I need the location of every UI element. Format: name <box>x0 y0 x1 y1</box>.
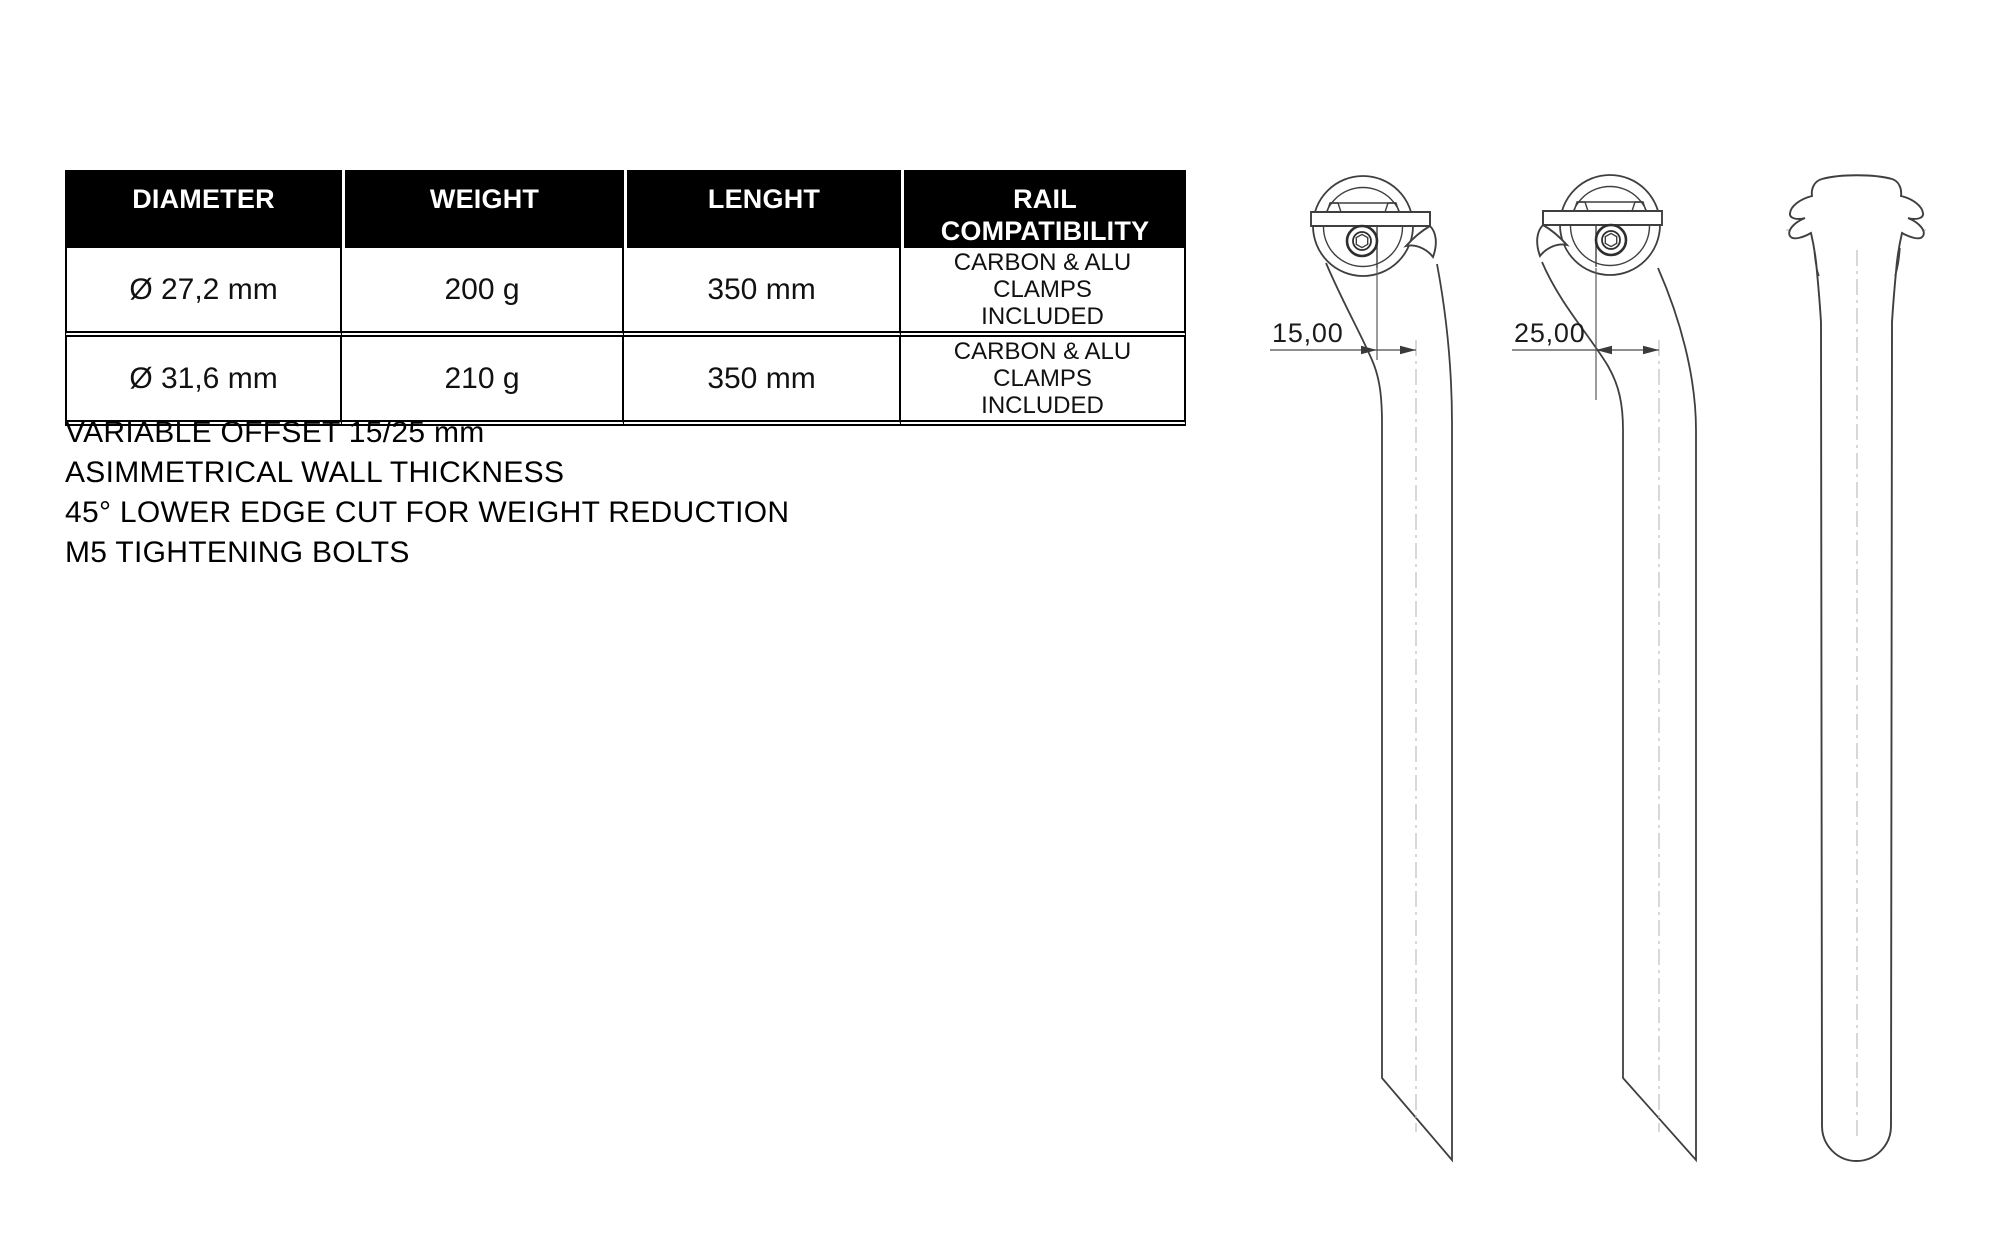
header-rail-compatibility: RAIL COMPATIBILITY <box>901 170 1186 248</box>
cell-rail-compatibility: CARBON & ALU CLAMPS INCLUDED <box>901 248 1186 337</box>
spec-table <box>65 170 1186 426</box>
seatpost-rear-view <box>1786 175 1928 1161</box>
offset-dimension-label-15: 15,00 <box>1272 318 1344 348</box>
cell-length: 350 mm <box>624 337 901 426</box>
cell-weight: 210 g <box>342 337 624 426</box>
cell-diameter: Ø 31,6 mm <box>65 337 342 426</box>
seatpost-side-view-25mm <box>1512 175 1696 1160</box>
spec-table-header-row <box>65 170 1186 248</box>
header-weight: WEIGHT <box>342 170 624 248</box>
cell-weight: 200 g <box>342 248 624 337</box>
table-row <box>65 248 1186 337</box>
cell-rail-compatibility: CARBON & ALU CLAMPS INCLUDED <box>901 337 1186 426</box>
seatpost-technical-drawing <box>1240 140 1960 1180</box>
feature-item: 45° LOWER EDGE CUT FOR WEIGHT REDUCTION <box>65 496 790 529</box>
feature-item: VARIABLE OFFSET 15/25 mm <box>65 416 485 449</box>
offset-dimension-label-25: 25,00 <box>1514 318 1586 348</box>
seatpost-side-view-15mm <box>1270 176 1452 1160</box>
feature-item: M5 TIGHTENING BOLTS <box>65 536 410 569</box>
feature-list <box>65 413 789 573</box>
feature-item: ASIMMETRICAL WALL THICKNESS <box>65 456 565 489</box>
cell-length: 350 mm <box>624 248 901 337</box>
header-diameter: DIAMETER <box>65 170 342 248</box>
header-length: LENGHT <box>624 170 901 248</box>
clamp-head <box>1311 176 1436 276</box>
clamp-head <box>1537 175 1662 275</box>
cell-diameter: Ø 27,2 mm <box>65 248 342 337</box>
